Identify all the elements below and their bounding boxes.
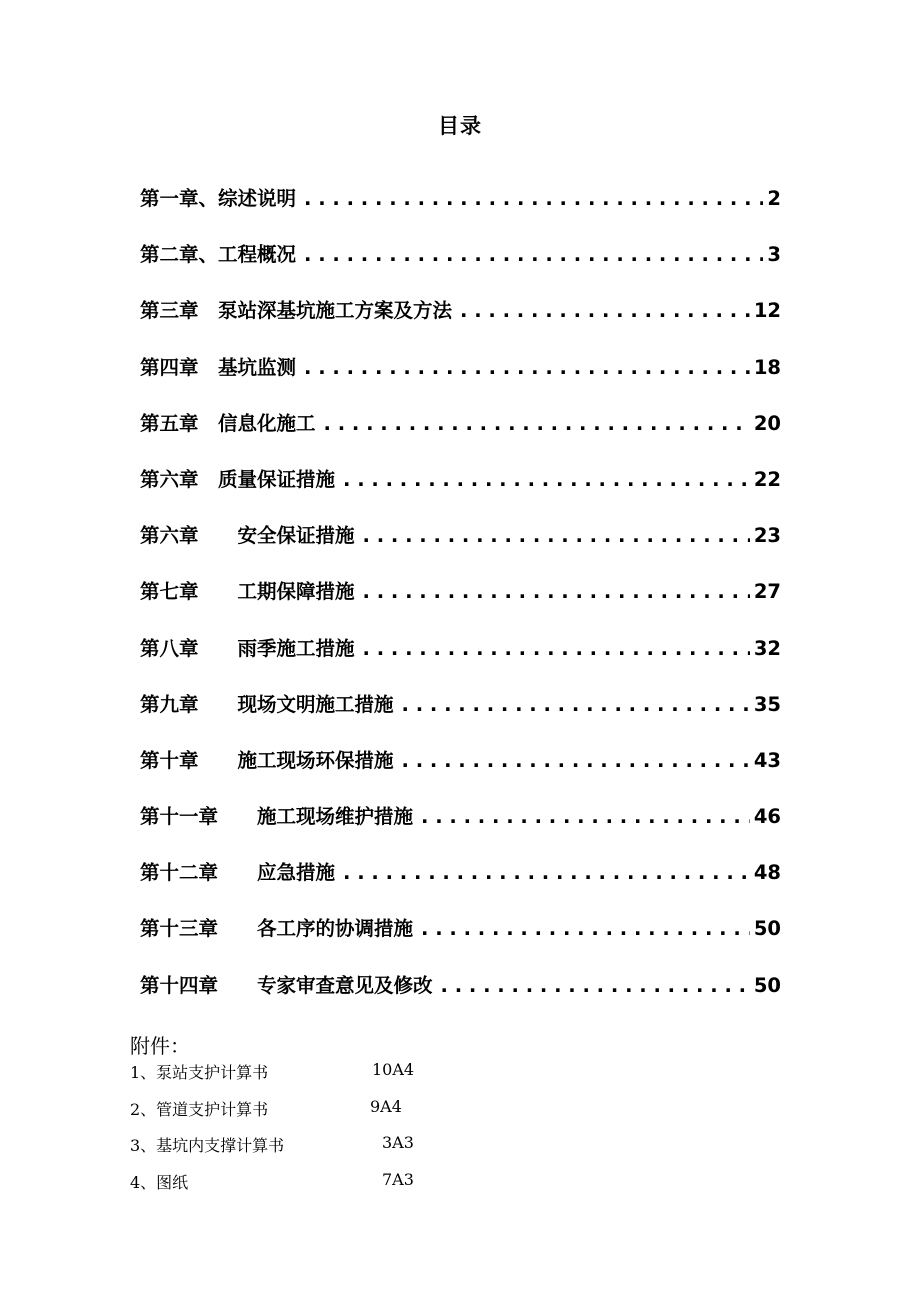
appendix-item-size: 3A3 xyxy=(382,1133,414,1152)
toc-entry-title: 第九章 现场文明施工措施 xyxy=(140,692,394,716)
toc-leader-dots xyxy=(413,917,750,940)
toc-entry xyxy=(140,913,781,969)
toc-entry-title: 第八章 雨季施工措施 xyxy=(140,636,355,660)
toc-entry-title: 第十三章 各工序的协调措施 xyxy=(140,917,414,941)
toc-entry-title: 第一章、综述说明 xyxy=(140,187,297,210)
toc-leader-dots xyxy=(413,805,750,828)
appendix-item-name: 1、泵站支护计算书 xyxy=(130,1063,269,1082)
toc-leader-dots xyxy=(316,412,750,435)
toc-entry-page: 50 xyxy=(753,973,781,997)
toc-entry-page: 12 xyxy=(753,299,781,323)
appendix-item xyxy=(130,1097,530,1134)
toc-entry-page: 35 xyxy=(753,692,781,716)
appendix-item-size: 9A4 xyxy=(370,1096,402,1116)
appendix-section xyxy=(130,1030,530,1206)
toc-entry-title: 第十一章 施工现场维护措施 xyxy=(140,805,414,829)
toc-entry-title: 第七章 工期保障措施 xyxy=(140,580,355,604)
toc-entry-title: 第十二章 应急措施 xyxy=(140,861,336,885)
toc-entry xyxy=(140,352,781,408)
toc-leader-dots xyxy=(335,861,750,884)
toc-entry xyxy=(140,576,781,632)
appendix-item-size: 7A3 xyxy=(382,1169,414,1189)
toc-entry-title: 第三章 泵站深基坑施工方案及方法 xyxy=(140,299,453,323)
toc-entry xyxy=(140,520,781,576)
toc-entry-page: 48 xyxy=(753,861,781,885)
toc-leader-dots xyxy=(355,580,750,603)
toc-entry-title: 第十四章 专家审查意见及修改 xyxy=(140,973,433,997)
toc-entry-page: 50 xyxy=(753,917,781,941)
toc-leader-dots xyxy=(452,299,750,322)
appendix-item xyxy=(130,1060,530,1097)
toc-entry xyxy=(140,801,781,857)
toc-entry xyxy=(140,408,781,464)
appendix-item xyxy=(130,1170,530,1207)
toc-entry-title: 第十章 施工现场环保措施 xyxy=(140,748,394,772)
toc-entry xyxy=(140,745,781,801)
toc-entry-title: 第二章、工程概况 xyxy=(140,243,297,267)
appendix-item-name: 3、基坑内支撑计算书 xyxy=(130,1136,285,1155)
toc-entry xyxy=(140,183,781,239)
toc-entry xyxy=(140,857,781,913)
appendix-item-size: 10A4 xyxy=(372,1060,415,1079)
toc-entry-page: 2 xyxy=(767,187,781,210)
toc-leader-dots xyxy=(433,974,750,997)
toc-entry-page: 46 xyxy=(753,805,781,829)
appendix-item-name: 4、图纸 xyxy=(130,1172,189,1192)
appendix-item-name: 2、管道支护计算书 xyxy=(130,1099,269,1119)
toc-leader-dots xyxy=(394,749,750,772)
toc-leader-dots xyxy=(296,243,763,266)
toc-leader-dots xyxy=(335,468,750,491)
toc-entry xyxy=(140,295,781,351)
toc-leader-dots xyxy=(355,637,750,660)
toc-entry-title: 第六章 质量保证措施 xyxy=(140,467,336,491)
toc-entry-page: 20 xyxy=(753,411,781,435)
toc-entry xyxy=(140,464,781,520)
toc-entry-page: 43 xyxy=(753,748,781,772)
toc-leader-dots xyxy=(394,693,750,716)
toc-entry-title: 第五章 信息化施工 xyxy=(140,411,316,435)
toc-entry xyxy=(140,633,781,689)
toc-leader-dots xyxy=(296,187,763,210)
appendix-label: 附件： xyxy=(130,1034,190,1058)
table-of-contents xyxy=(140,183,781,1026)
toc-entry xyxy=(140,689,781,745)
toc-entry-page: 32 xyxy=(753,636,781,660)
page-title: 目录 xyxy=(438,114,482,138)
toc-entry xyxy=(140,970,781,1026)
toc-entry-title: 第四章 基坑监测 xyxy=(140,355,297,379)
toc-entry-title: 第六章 安全保证措施 xyxy=(140,524,355,548)
toc-leader-dots xyxy=(296,356,750,379)
appendix-item xyxy=(130,1133,530,1170)
toc-entry xyxy=(140,239,781,295)
toc-entry-page: 3 xyxy=(767,243,781,267)
toc-entry-page: 22 xyxy=(753,467,781,491)
toc-entry-page: 23 xyxy=(753,524,781,548)
toc-entry-page: 18 xyxy=(753,355,781,379)
toc-entry-page: 27 xyxy=(753,580,781,604)
toc-leader-dots xyxy=(355,524,750,547)
